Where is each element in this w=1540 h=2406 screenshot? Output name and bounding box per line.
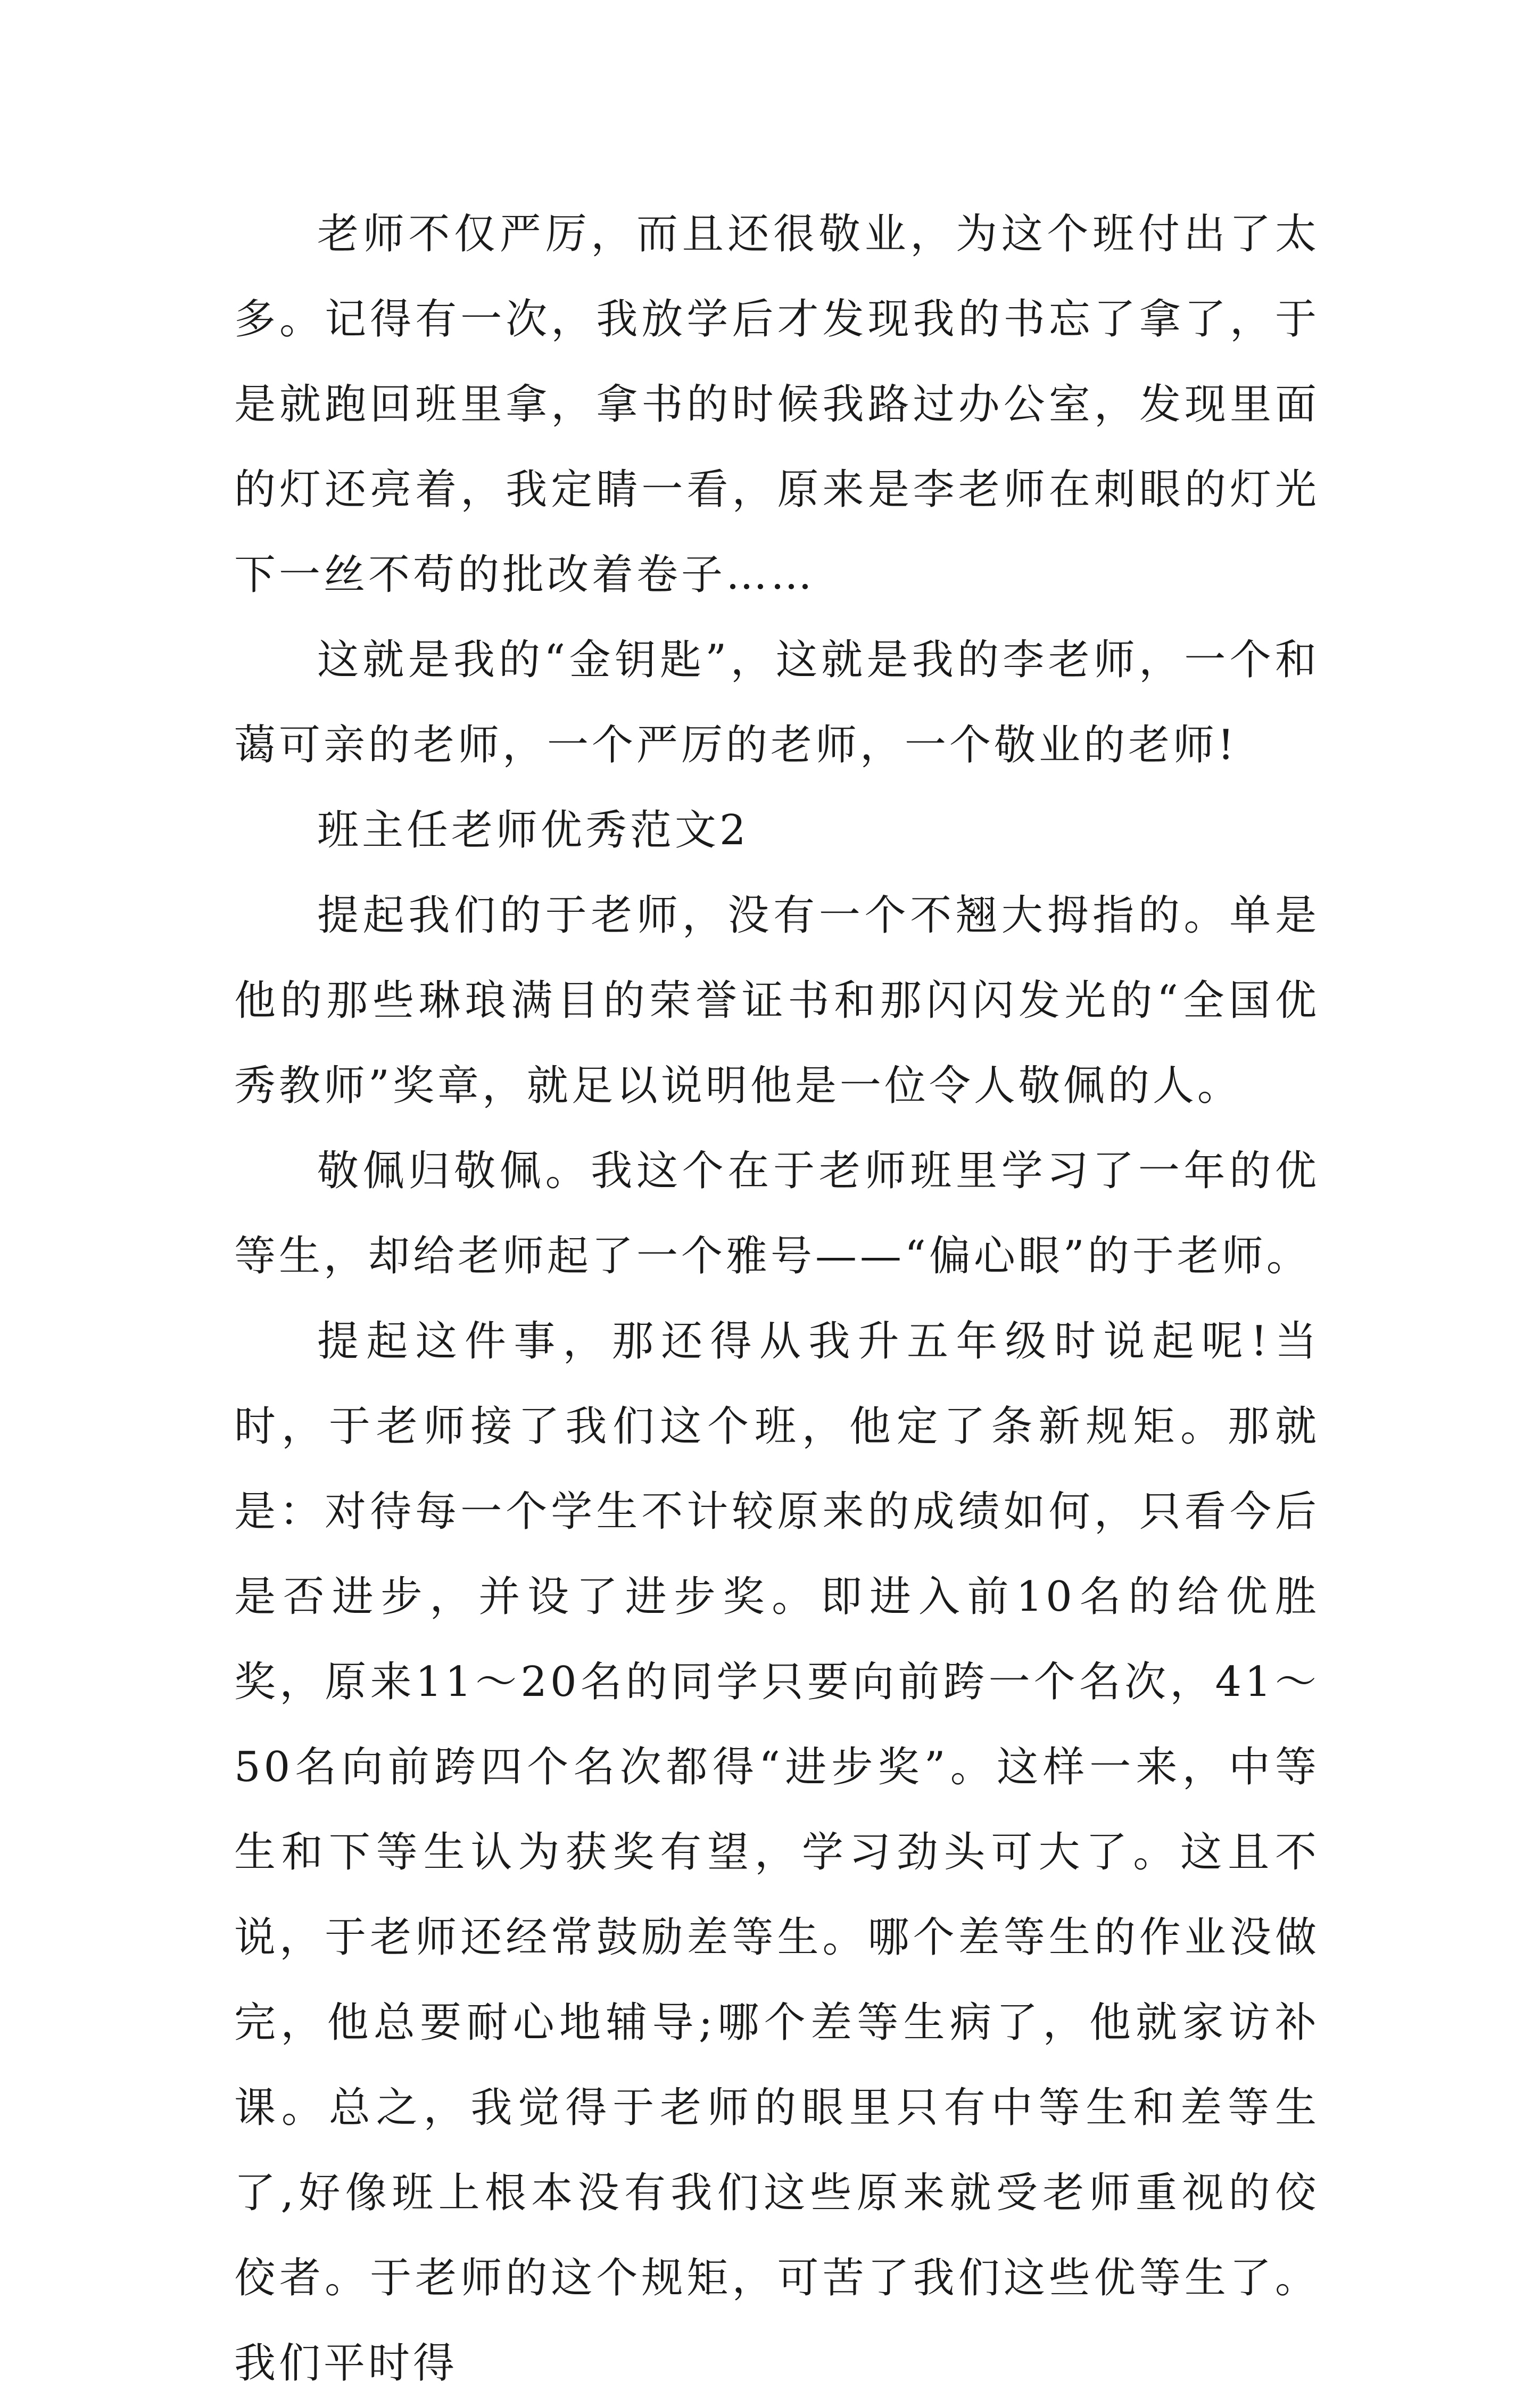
paragraph-5: 提起这件事，那还得从我升五年级时说起呢!当时，于老师接了我们这个班，他定了条新规矩。那就是：对待每一个学生不计较原来的成绩如何，只看今后是否进步，并设了进步奖。即进入前10名的给优胜奖，原来11～20名的同学只要向前跨一个名次，41～50名向前跨四个名次都得“进步奖”。这样一来，中等生和下等生认为获奖有望，学习劲头可大了。这且不说，于老师还经常鼓励差等生。哪个差等生的作业没做完，他总要耐心地辅导;哪个差等生病了，他就家访补课。总之，我觉得于老师的眼里只有中等生和差等生了,好像班上根本没有我们这些原来就受老师重视的佼佼者。于老师的这个规矩，可苦了我们这些优等生了。我们平时得 <box>234 1317 1320 2387</box>
paragraph-3: 提起我们的于老师，没有一个不翘大拇指的。单是他的那些琳琅满目的荣誉证书和那闪闪发光的“全国优秀教师”奖章，就足以说明他是一位令人敬佩的人。 <box>234 892 1320 1110</box>
paragraph-4: 敬佩归敬佩。我这个在于老师班里学习了一年的优等生，却给老师起了一个雅号——“偏心眼”的于老师。 <box>234 1147 1320 1280</box>
paragraph-1: 老师不仅严厉，而且还很敬业，为这个班付出了太多。记得有一次，我放学后才发现我的书忘了拿了，于是就跑回班里拿，拿书的时候我路过办公室，发现里面的灯还亮着，我定睛一看，原来是李老师在刺眼的灯光下一丝不苟的批改着卷子…… <box>234 210 1320 599</box>
paragraph-2: 这就是我的“金钥匙”，这就是我的李老师，一个和蔼可亲的老师，一个严厉的老师，一个敬业的老师! <box>234 636 1320 769</box>
document-body <box>234 192 1320 2406</box>
section-heading: 班主任老师优秀范文2 <box>317 806 749 854</box>
